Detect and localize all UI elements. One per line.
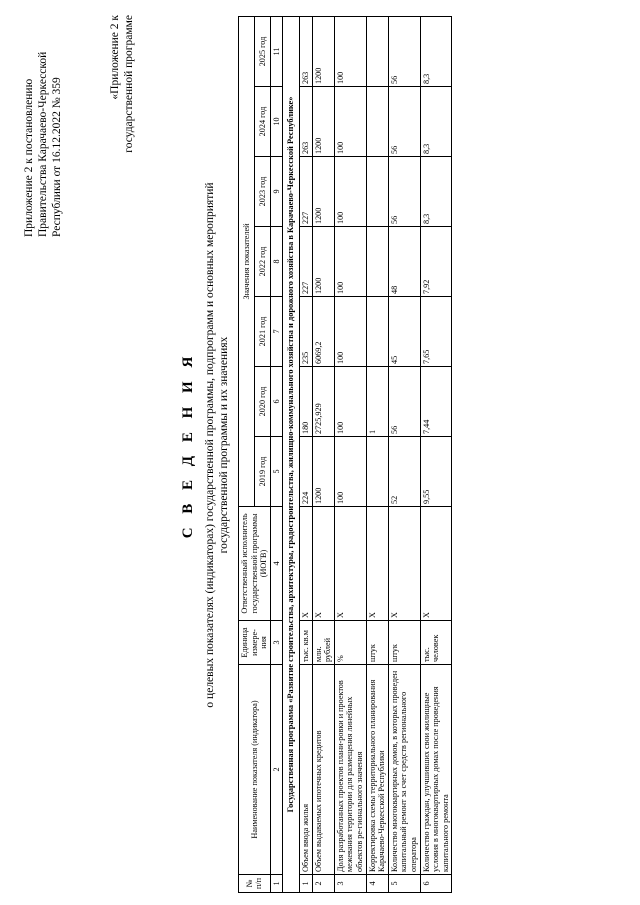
row-value: 263 <box>299 16 312 86</box>
col-number: 3 <box>270 621 283 665</box>
header-year: 2024 год <box>254 87 270 157</box>
row-num: 4 <box>366 875 388 893</box>
row-value: 56 <box>388 87 420 157</box>
row-value: 8,3 <box>420 157 452 227</box>
row-executor: X <box>334 507 366 621</box>
row-unit: тыс. человек <box>420 621 452 665</box>
row-executor: X <box>388 507 420 621</box>
row-value: 100 <box>334 157 366 227</box>
row-value <box>366 297 388 367</box>
col-number: 5 <box>270 437 283 507</box>
indicators-table <box>238 16 452 893</box>
row-value: 100 <box>334 437 366 507</box>
program-title: Государственная программа «Развитие строительства, архитектуры, градостроительства, жилищно-коммунального хозяйства и дорожного хозяйства в Карачаево-Черкесской Республике» <box>283 16 300 892</box>
header-year: 2020 год <box>254 367 270 437</box>
col-number: 6 <box>270 367 283 437</box>
header-year: 2021 год <box>254 297 270 367</box>
row-name: Объем ввода жилья <box>299 665 312 875</box>
col-number: 10 <box>270 87 283 157</box>
header-executor: Ответственный исполнитель государственной программы (ИОГВ) <box>239 507 271 621</box>
resolution-line-1: Приложение 2 к постановлению <box>23 78 35 237</box>
title-main: С В Е Д Е Н И Я <box>180 351 196 539</box>
header-year: 2023 год <box>254 157 270 227</box>
annex-reference <box>108 15 136 215</box>
row-value: 100 <box>334 367 366 437</box>
row-value: 48 <box>388 227 420 297</box>
row-value <box>366 157 388 227</box>
header-name: Наименование показателя (индикатора) <box>239 665 271 875</box>
row-value: 1200 <box>312 437 334 507</box>
row-num: 2 <box>312 875 334 893</box>
row-value: 100 <box>334 297 366 367</box>
row-num: 3 <box>334 875 366 893</box>
program-row <box>283 16 300 892</box>
row-value: 263 <box>299 87 312 157</box>
table-row <box>388 16 420 892</box>
row-value: 7,92 <box>420 227 452 297</box>
table-row <box>420 16 452 892</box>
row-value: 56 <box>388 157 420 227</box>
row-executor: X <box>299 507 312 621</box>
row-executor: X <box>366 507 388 621</box>
row-value <box>366 437 388 507</box>
row-unit: тыс. кв.м <box>299 621 312 665</box>
row-value: 1200 <box>312 227 334 297</box>
row-value: 227 <box>299 157 312 227</box>
col-number: 7 <box>270 297 283 367</box>
annex-line-1: «Приложение 2 к <box>109 15 121 100</box>
table-row <box>299 16 312 892</box>
resolution-line-3: Республики от 16.12.2022 № 359 <box>51 77 63 237</box>
row-executor: X <box>420 507 452 621</box>
col-number: 8 <box>270 227 283 297</box>
resolution-reference <box>22 12 64 237</box>
row-value: 7,44 <box>420 367 452 437</box>
row-name: Объем выдаваемых ипотечных кредитов <box>312 665 334 875</box>
column-numbers-row <box>270 16 283 892</box>
row-value: 227 <box>299 227 312 297</box>
row-name: Корректировка схемы территориального планирования Карачаево-Черкесской Республики <box>366 665 388 875</box>
row-value: 100 <box>334 87 366 157</box>
row-value <box>366 16 388 86</box>
annex-line-2: государственной программе <box>123 15 135 153</box>
col-number: 4 <box>270 507 283 621</box>
header-unit: Единица измере-ния <box>239 621 271 665</box>
row-value: 100 <box>334 16 366 86</box>
header-year: 2022 год <box>254 227 270 297</box>
row-value <box>366 87 388 157</box>
row-value: 1200 <box>312 87 334 157</box>
row-num: 1 <box>299 875 312 893</box>
row-value: 100 <box>334 227 366 297</box>
table-row <box>334 16 366 892</box>
row-value: 7,65 <box>420 297 452 367</box>
header-num: № п/п <box>239 875 271 893</box>
row-value: 9,55 <box>420 437 452 507</box>
title-line-1: о целевых показателях (индикаторах) государственной программы, подпрограмм и основных мероприятий <box>204 182 216 708</box>
row-value: 56 <box>388 367 420 437</box>
row-value: 2725,929 <box>312 367 334 437</box>
col-number: 2 <box>270 665 283 875</box>
resolution-line-2: Правительства Карачаево-Черкесской <box>37 51 49 237</box>
row-value <box>366 227 388 297</box>
header-values: Значения показателей <box>239 16 255 506</box>
row-value: 6069,2 <box>312 297 334 367</box>
row-value: 56 <box>388 16 420 86</box>
row-unit: % <box>334 621 366 665</box>
col-number: 9 <box>270 157 283 227</box>
row-unit: млн. рублей <box>312 621 334 665</box>
row-value: 1200 <box>312 16 334 86</box>
col-number: 11 <box>270 16 283 86</box>
document-title <box>180 135 231 755</box>
row-unit: штук <box>366 621 388 665</box>
row-value: 8,3 <box>420 87 452 157</box>
row-executor: X <box>312 507 334 621</box>
header-year: 2025 год <box>254 16 270 86</box>
row-value: 235 <box>299 297 312 367</box>
row-num: 6 <box>420 875 452 893</box>
row-name: Доля разработанных проектов плани-ровки и проектов межевания территории для размещения линейных объектов ре-гионального значения <box>334 665 366 875</box>
header-year: 2019 год <box>254 437 270 507</box>
row-value: 8,3 <box>420 16 452 86</box>
row-value: 1200 <box>312 157 334 227</box>
row-value: 45 <box>388 297 420 367</box>
row-unit: штук <box>388 621 420 665</box>
row-name: Количество многоквартирных домов, в которых проведен капитальный ремонт за счет средств регионального оператора <box>388 665 420 875</box>
title-line-2: государственной программы и их значениях <box>218 336 230 554</box>
row-value: 180 <box>299 367 312 437</box>
row-name: Количество граждан, улучшивших свои жилищные условия в многоквартирных домах после проведения капитального ремонта <box>420 665 452 875</box>
table-row <box>312 16 334 892</box>
row-value: 1 <box>366 367 388 437</box>
row-num: 5 <box>388 875 420 893</box>
row-value: 52 <box>388 437 420 507</box>
row-value: 224 <box>299 437 312 507</box>
col-number: 1 <box>270 875 283 893</box>
table-row <box>366 16 388 892</box>
